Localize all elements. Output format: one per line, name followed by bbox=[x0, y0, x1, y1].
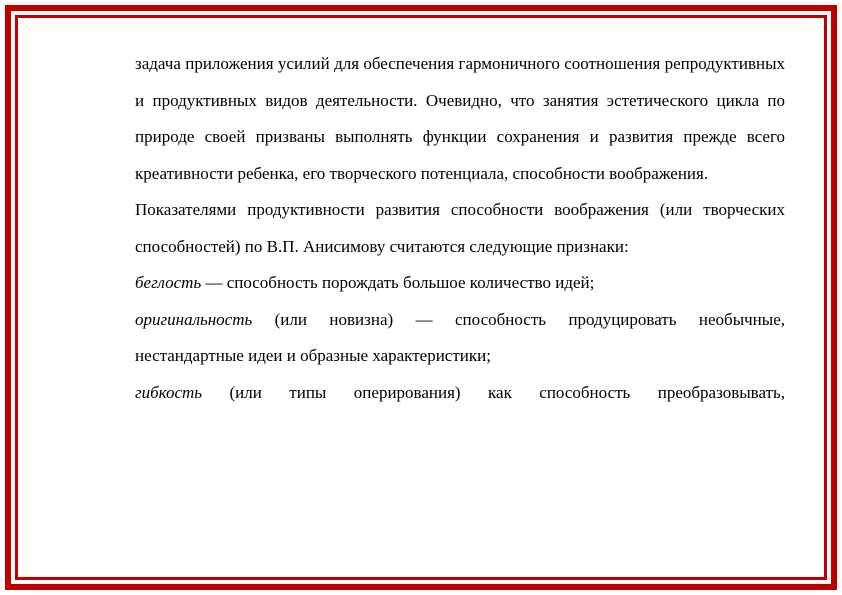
paragraph-indicators bbox=[135, 192, 785, 265]
definition-fluency: — способность порождать большое количество идей; bbox=[201, 273, 595, 292]
paragraph-originality bbox=[135, 302, 785, 375]
term-fluency: беглость bbox=[135, 273, 202, 292]
paragraph-text: Показателями продуктивности развития способности воображения (или творческих способностей) по В.П. Анисимову считаются следующие признаки: bbox=[135, 200, 785, 256]
definition-originality: (или новизна) — способность продуцировать необычные, нестандартные идеи и образные характеристики; bbox=[135, 309, 785, 365]
paragraph-intro bbox=[135, 46, 785, 192]
definition-flexibility: (или типы оперирования) как способность преобразовывать, bbox=[202, 382, 785, 402]
term-originality: оригинальность bbox=[135, 309, 253, 329]
term-flexibility: гибкость bbox=[135, 382, 203, 402]
paragraph-fluency bbox=[135, 265, 785, 302]
paragraph-text: задача приложения усилий для обеспечения гармоничного соотношения репродуктивных и продуктивных видов деятельности. Очевидно, что занятия эстетического цикла по природе своей призваны выполнять функции сохранения и развития прежде всего креативности ребенка, его творческого потенциала, способности воображения. bbox=[135, 54, 785, 183]
paragraph-flexibility bbox=[135, 375, 785, 412]
text-body bbox=[135, 46, 785, 411]
